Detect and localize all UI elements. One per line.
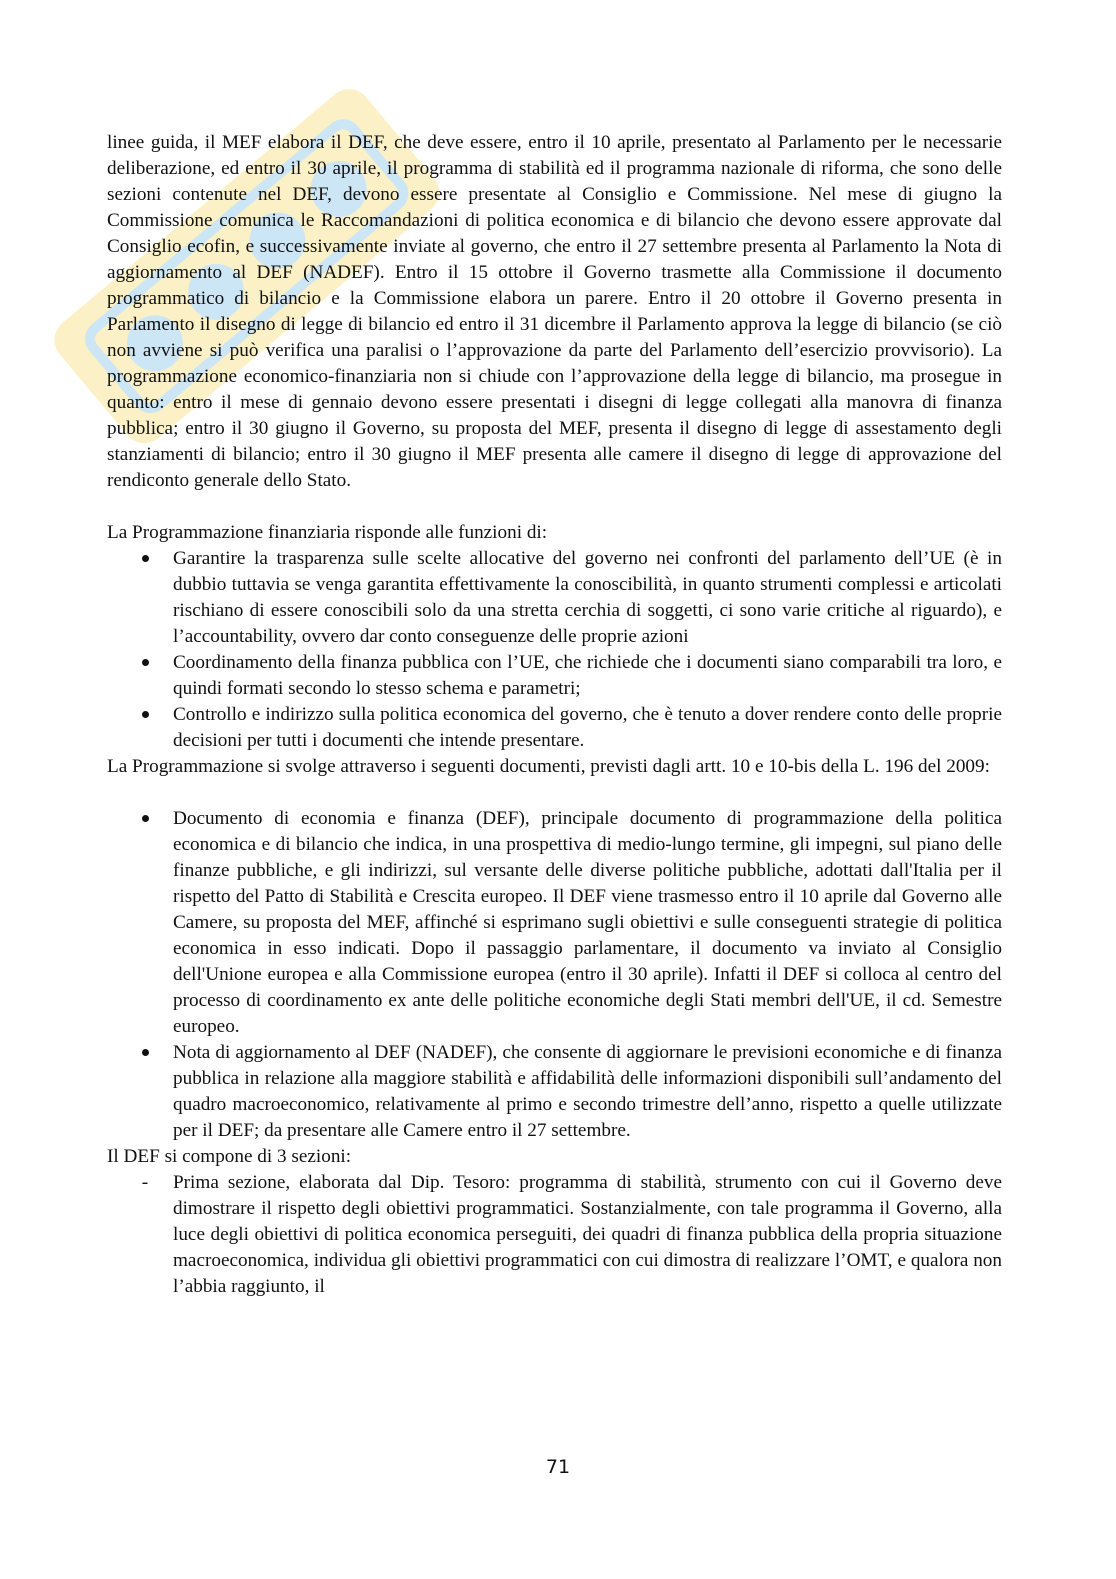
sections-heading: Il DEF si compone di 3 sezioni:: [107, 1146, 352, 1167]
bullet-icon: [135, 650, 155, 676]
functions-heading: La Programmazione finanziaria risponde alle funzioni di:: [107, 522, 548, 543]
bullet-icon: [135, 806, 155, 832]
intro-paragraph: linee guida, il MEF elabora il DEF, che deve essere, entro il 10 aprile, presentato al Parlamento per le necessarie deliberazione, ed entro il 30 aprile, il programma di stabilità ed il programma nazionale di riforma, che sono delle sezioni contenute nel DEF, devono essere presentate al Consiglio e Commissione. Nel mese di giugno la Commissione comunica le Raccomandazioni di politica economica e di bilancio che devono essere approvate dal Consiglio ecofin, e successivamente inviate al governo, che entro il 27 settembre presenta al Parlamento la Nota di aggiornamento al DEF (NADEF). Entro il 15 ottobre il Governo trasmette alla Commissione il documento programmatico di bilancio e la Commissione elabora un parere. Entro il 20 ottobre il Governo presenta in Parlamento il disegno di legge di bilancio ed entro il 31 dicembre il Parlamento approva la legge di bilancio (se ciò non avviene si può verifica una paralisi o l’approvazione da parte del Parlamento dell’esercizio provvisorio). La programmazione economico-finanziaria non si chiude con l’approvazione della legge di bilancio, ma prosegue in quanto: entro il mese di gennaio devono essere presentati i disegni di legge collegati alla manovra di finanza pubblica; entro il 30 giugno il Governo, su proposta del MEF, presenta il disegno di legge di assestamento degli stanziamenti di bilancio; entro il 30 giugno il MEF presenta alle camere il disegno di legge di approvazione del rendiconto generale dello Stato.: [107, 132, 1002, 491]
list-item-text: Prima sezione, elaborata dal Dip. Tesoro: programma di stabilità, strumento con cui il Governo deve dimostrare il rispetto degli obiettivi programmatici. Sostanzialmente, con tale programma il Governo, alla luce degli obiettivi di politica economica perseguiti, dei quadri di finanza pubblica della propria situazione macroeconomica, individua gli obiettivi programmatici con cui dimostra di realizzare l’OMT, e qualora non l’abbia raggiunto, il: [173, 1172, 1002, 1297]
sections-list: [107, 1170, 1002, 1300]
list-item: [107, 806, 1002, 1040]
list-item-text: Coordinamento della finanza pubblica con l’UE, che richiede che i documenti siano comparabili tra loro, e quindi formati secondo lo stesso schema e parametri;: [173, 652, 1002, 699]
list-item-text: Documento di economia e finanza (DEF), principale documento di programmazione della politica economica e di bilancio che indica, in una prospettiva di medio-lungo termine, gli impegni, sul piano delle finanze pubbliche, e gli indirizzi, sul versante delle diverse politiche pubbliche, adottati dall'Italia per il rispetto del Patto di Stabilità e Crescita europeo. Il DEF viene trasmesso entro il 10 aprile dal Governo alle Camere, su proposta del MEF, affinché si esprimano sugli obiettivi e sulle conseguenti strategie di politica economica in esso indicati. Dopo il passaggio parlamentare, il documento va inviato al Consiglio dell'Unione europea e alla Commissione europea (entro il 30 aprile). Infatti il DEF si colloca al centro del processo di coordinamento ex ante delle politiche economiche degli Stati membri dell'UE, il cd. Semestre europeo.: [173, 808, 1002, 1037]
document-body: [107, 130, 1002, 1300]
list-item-text: Nota di aggiornamento al DEF (NADEF), che consente di aggiornare le previsioni economiche e di finanza pubblica in relazione alla maggiore stabilità e affidabilità delle informazioni disponibili sull’andamento del quadro macroeconomico, relativamente al primo e secondo trimestre dell’anno, rispetto a quelle utilizzate per il DEF; da presentare alle Camere entro il 27 settembre.: [173, 1042, 1002, 1141]
bullet-icon: [135, 546, 155, 572]
list-item: [107, 702, 1002, 754]
bullet-icon: [135, 702, 155, 728]
list-item: [107, 546, 1002, 650]
functions-list: [107, 546, 1002, 754]
paragraph-spacer: [107, 780, 1002, 806]
dash-marker: -: [141, 1172, 149, 1193]
documents-heading: La Programmazione si svolge attraverso i seguenti documenti, previsti dagli artt. 10 e 10-bis della L. 196 del 2009:: [107, 756, 990, 777]
list-item: [107, 650, 1002, 702]
page-number: 71: [545, 1456, 571, 1478]
list-item-text: Garantire la trasparenza sulle scelte allocative del governo nei confronti del parlamento dell’UE (è in dubbio tuttavia se venga garantita effettivamente la conoscibilità, in quanto strumenti complessi e articolati rischiano di essere conoscibili solo da una stretta cerchia di soggetti, ci sono varie critiche al riguardo), e l’accountability, ovvero dar conto conseguenze delle proprie azioni: [173, 548, 1002, 647]
paragraph-spacer: [107, 494, 1002, 520]
list-item: [107, 1040, 1002, 1144]
bullet-icon: [135, 1040, 155, 1066]
list-item: [107, 1170, 1002, 1300]
documents-list: [107, 806, 1002, 1144]
list-item-text: Controllo e indirizzo sulla politica economica del governo, che è tenuto a dover rendere conto delle proprie decisioni per tutti i documenti che intende presentare.: [173, 704, 1002, 751]
